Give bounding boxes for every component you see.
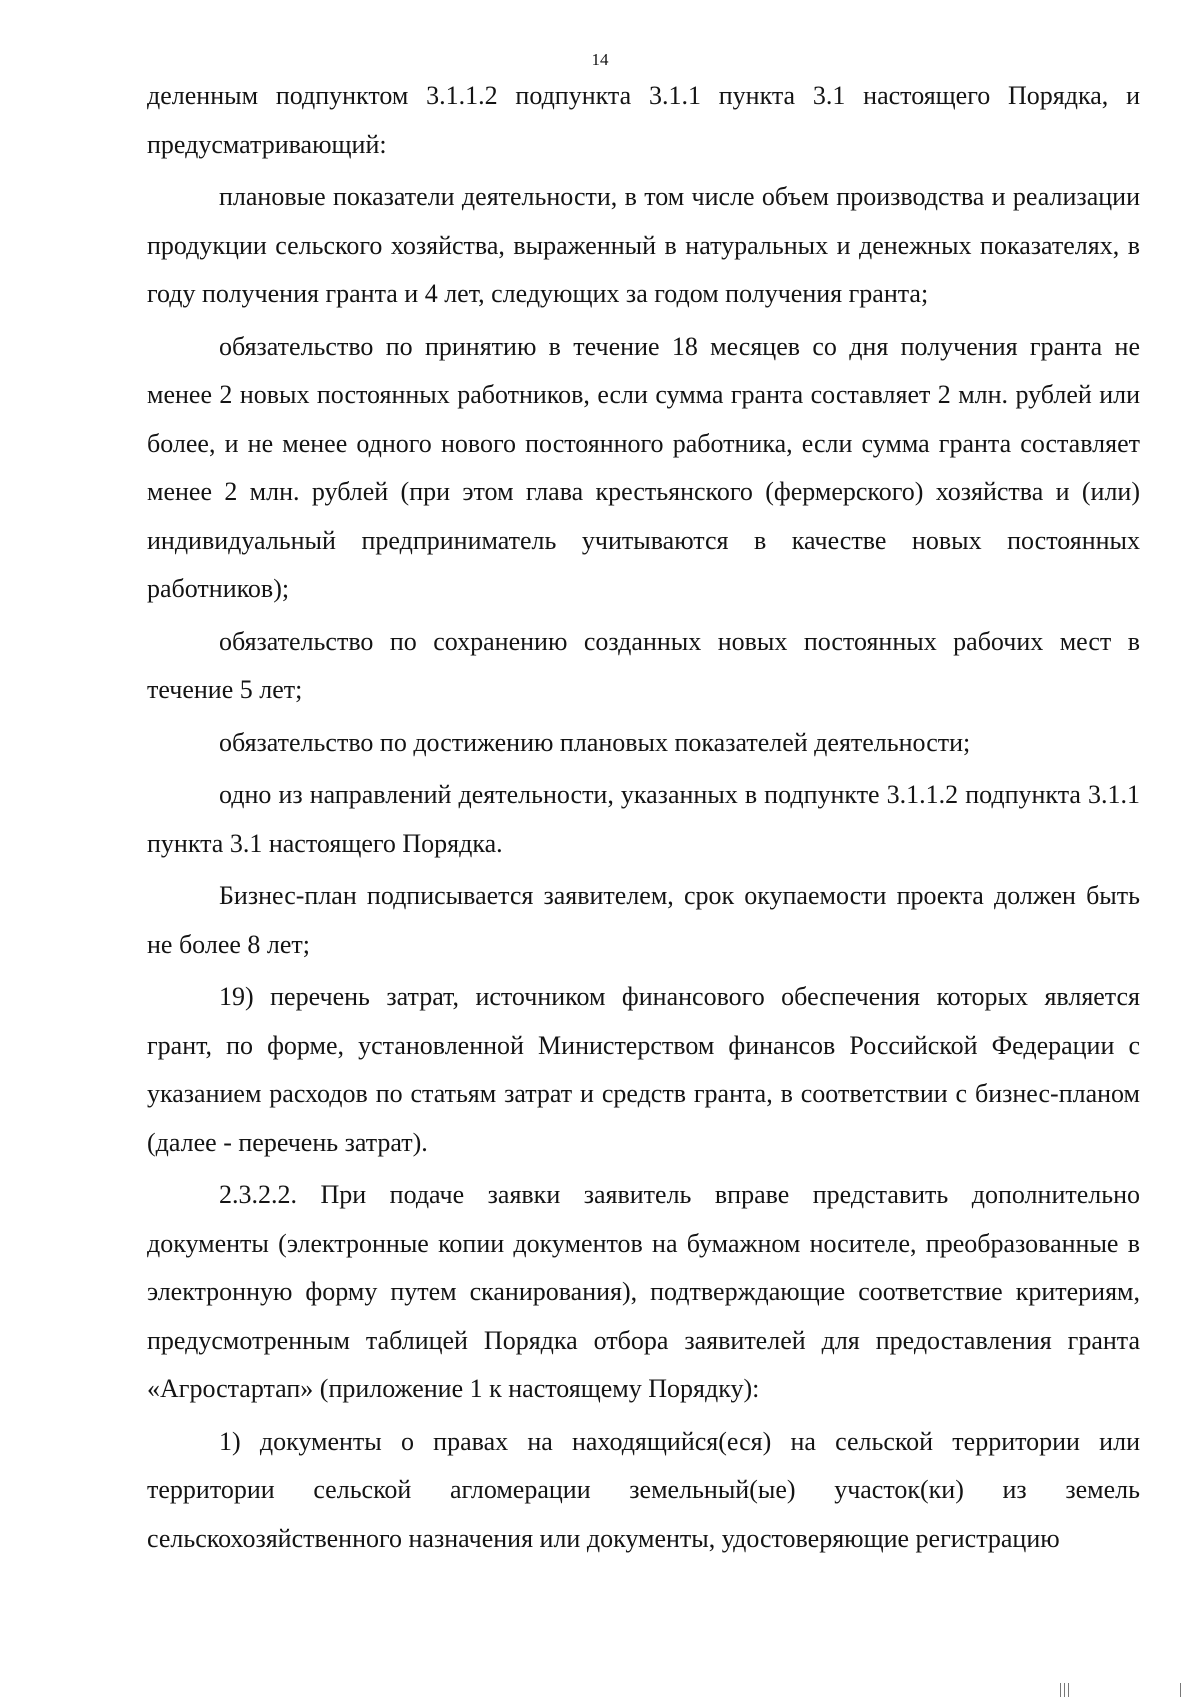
scan-artifact-mark [1068,1683,1069,1697]
page-number: 14 [591,50,609,69]
paragraph-item-1-land-documents: 1) документы о правах на находящийся(еся) на сельской территории или территории сельской агломерации земельный(ые) участок(ки) из земель сельскохозяйственного назначения или документы, удостоверяющие регистрацию [147,1426,1140,1553]
paragraph-planned-indicators: плановые показатели деятельности, в том числе объем производства и реализации продукции сельского хозяйства, выраженный в натуральных и денежных показателях, в году получения гранта и 4 лет, следующих за годом получения гранта; [147,182,1140,308]
paragraph-hiring-obligation: обязательство по принятию в течение 18 месяцев со дня получения гранта не менее 2 новых постоянных работников, если сумма гранта составляет 2 млн. рублей или более, и не менее одного нового постоянного работника, если сумма гранта составляет менее 2 млн. рублей (при этом глава крестьянского (фермерского) хозяйства и (или) индивидуальный предприниматель учитываются в качестве новых постоянных работников); [147,331,1140,603]
paragraph-job-retention-obligation: обязательство по сохранению созданных новых постоянных рабочих мест в течение 5 лет; [147,626,1140,704]
scan-artifact-mark [1064,1683,1065,1697]
paragraph-business-plan-continuation: деленным подпунктом 3.1.1.2 подпункта 3.1.1 пункта 3.1 настоящего Порядка, и предусматривающий: [147,81,1140,159]
scan-artifact-mark [1180,1683,1181,1697]
paragraph-section-2-3-2-2: 2.3.2.2. При подаче заявки заявитель вправе представить дополнительно документы (электронные копии документов на бумажном носителе, преобразованные в электронную форму путем сканирования), подтверждающие соответствие критериям, предусмотренным таблицей Порядка отбора заявителей для предоставления гранта «Агростартап» (приложение 1 к настоящему Порядку): [147,1180,1140,1403]
paragraph-indicators-obligation: обязательство по достижению плановых показателей деятельности; [219,727,971,757]
paragraph-activity-direction: одно из направлений деятельности, указанных в подпункте 3.1.1.2 подпункта 3.1.1 пункта 3.1 настоящего Порядка. [147,780,1140,858]
paragraph-item-19-cost-list: 19) перечень затрат, источником финансового обеспечения которых является грант, по форме, установленной Министерством финансов Российской Федерации с указанием расходов по статьям затрат и средств гранта, в соответствии с бизнес-планом (далее - перечень затрат). [147,982,1140,1157]
scan-artifact-mark [1060,1683,1061,1697]
document-body [147,72,1140,1567]
paragraph-payback-period: Бизнес-план подписывается заявителем, срок окупаемости проекта должен быть не более 8 лет; [147,881,1140,959]
